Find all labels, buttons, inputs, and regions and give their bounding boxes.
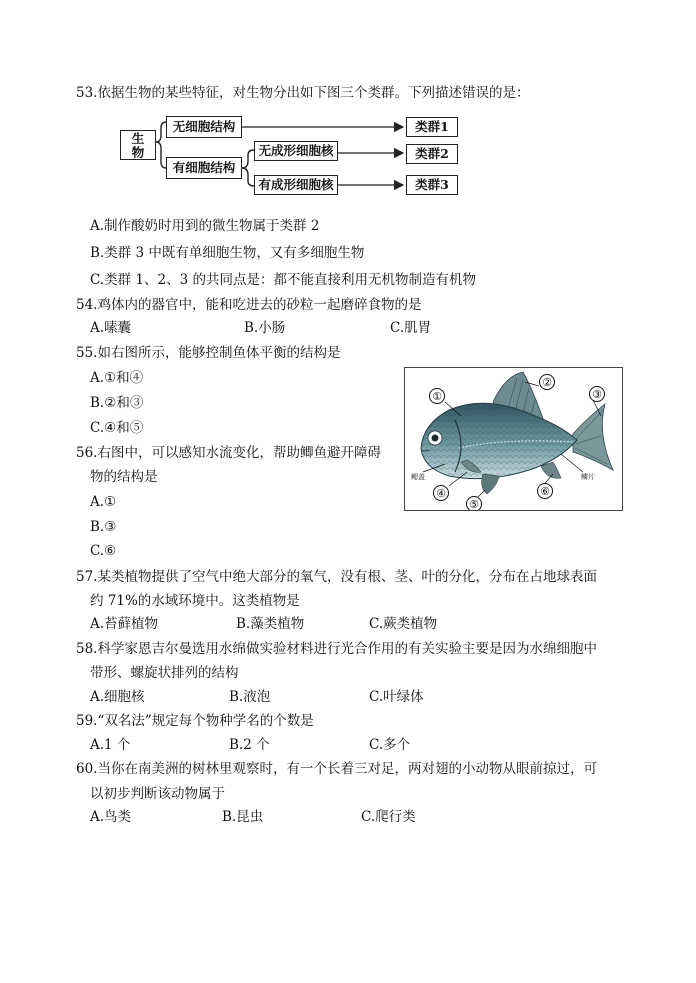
label-gill-cover: 鳃盖 bbox=[411, 473, 425, 481]
q57-option-b: B.藻类植物 bbox=[236, 616, 305, 632]
q58-stem-line1: 58.科学家恩吉尔曼选用水绵做实验材料进行光合作用的有关实验主要是因为水绵细胞中 bbox=[76, 641, 597, 657]
marker-4: ④ bbox=[433, 485, 449, 501]
q53-stem: 53.依据生物的某些特征，对生物分出如下图三个类群。下列描述错误的是： bbox=[76, 85, 530, 101]
label-scale: 鳞片 bbox=[581, 473, 595, 481]
q56-stem-line2: 物的结构是 bbox=[90, 469, 158, 485]
q54-option-a: A.嗉囊 bbox=[90, 320, 132, 336]
q53-option-b: B.类群 3 中既有单细胞生物，又有多细胞生物 bbox=[90, 245, 365, 261]
q56-stem-line1: 56.右图中，可以感知水流变化，帮助鲫鱼避开障碍 bbox=[76, 445, 381, 461]
q60-option-c: C.爬行类 bbox=[361, 809, 416, 825]
q53-option-c: C.类群 1、2、3 的共同点是：都不能直接利用无机物制造有机物 bbox=[90, 272, 476, 288]
diagram-sub2: 有成形细胞核 bbox=[254, 175, 338, 195]
q55-stem: 55.如右图所示，能够控制鱼体平衡的结构是 bbox=[76, 345, 341, 361]
q56-option-b: B.③ bbox=[90, 519, 117, 535]
q56-option-a: A.① bbox=[90, 494, 117, 510]
q55-option-a: A.①和④ bbox=[90, 370, 144, 386]
q58-stem-line2: 带形、螺旋状排列的结构 bbox=[90, 665, 239, 681]
q54-option-b: B.小肠 bbox=[244, 320, 286, 336]
q55-option-b: B.②和③ bbox=[90, 395, 144, 411]
q54-stem: 54.鸡体内的器官中，能和吃进去的砂粒一起磨碎食物的是 bbox=[76, 297, 422, 313]
marker-3: ③ bbox=[589, 386, 605, 402]
q55-option-c: C.④和⑤ bbox=[90, 420, 144, 436]
q59-option-b: B.2 个 bbox=[229, 737, 270, 753]
diagram-group3: 类群3 bbox=[406, 175, 458, 195]
diagram-group2: 类群2 bbox=[406, 144, 458, 164]
diagram-branch2: 有细胞结构 bbox=[166, 157, 242, 179]
q56-option-c: C.⑥ bbox=[90, 543, 117, 559]
marker-6: ⑥ bbox=[537, 483, 553, 499]
q60-stem-line2: 以初步判断该动物属于 bbox=[90, 786, 225, 802]
fish-figure bbox=[404, 367, 623, 511]
q57-stem-line2: 约 71%的水域环境中。这类植物是 bbox=[90, 593, 300, 609]
diagram-root-box bbox=[120, 130, 156, 160]
q57-stem-line1: 57.某类植物提供了空气中绝大部分的氧气，没有根、茎、叶的分化，分布在占地球表面 bbox=[76, 569, 597, 585]
q58-option-a: A.细胞核 bbox=[90, 689, 145, 705]
marker-5: ⑤ bbox=[466, 496, 482, 511]
q53-option-a: A.制作酸奶时用到的微生物属于类群 2 bbox=[90, 218, 320, 234]
q58-option-b: B.液泡 bbox=[229, 689, 271, 705]
q59-option-a: A.1 个 bbox=[90, 737, 131, 753]
diagram-group1: 类群1 bbox=[406, 117, 458, 137]
diagram-sub1: 无成形细胞核 bbox=[254, 141, 338, 161]
classification-diagram bbox=[118, 108, 588, 200]
q54-option-c: C.肌胃 bbox=[390, 320, 432, 336]
q59-option-c: C.多个 bbox=[369, 737, 411, 753]
q57-option-a: A.苔藓植物 bbox=[90, 616, 159, 632]
diagram-branch1: 无细胞结构 bbox=[166, 116, 242, 138]
q57-option-c: C.蕨类植物 bbox=[369, 616, 438, 632]
q60-option-a: A.鸟类 bbox=[90, 809, 132, 825]
marker-1: ① bbox=[429, 388, 445, 404]
q59-stem: 59.“双名法”规定每个物种学名的个数是 bbox=[76, 713, 314, 729]
q60-stem-line1: 60.当你在南美洲的树林里观察时，有一个长着三对足，两对翅的小动物从眼前掠过，可 bbox=[76, 761, 597, 777]
q60-option-b: B.昆虫 bbox=[222, 809, 264, 825]
q58-option-c: C.叶绿体 bbox=[369, 689, 424, 705]
diagram-root: 生物 bbox=[131, 131, 145, 160]
marker-2: ② bbox=[539, 374, 555, 390]
